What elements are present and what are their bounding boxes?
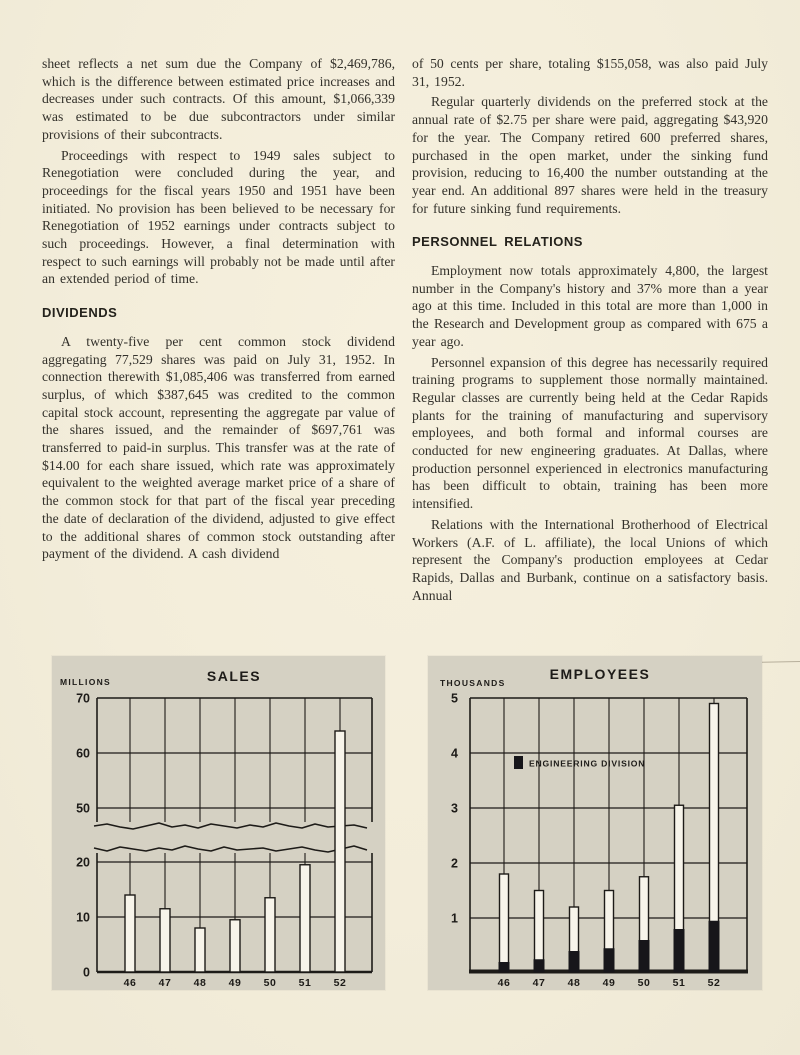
axis-break-line — [94, 823, 367, 829]
section-heading-personnel-relations: PERSONNEL RELATIONS — [412, 234, 583, 250]
bar-engineering — [639, 940, 650, 973]
x-tick-label: 49 — [228, 977, 242, 989]
x-tick-label: 48 — [193, 977, 207, 989]
bar-engineering — [604, 948, 615, 972]
bar-total — [500, 874, 509, 971]
paragraph: sheet reflects a net sum due the Company of $2,469,786, which is the difference between estimated price increases and decreases under such contracts. Of this amount, $1,066,339 was estimated to be due subcontractors under similar provisions of their subcontracts. — [42, 56, 395, 142]
bar — [160, 909, 170, 972]
x-tick-label: 52 — [333, 977, 347, 989]
x-tick-label: 47 — [158, 977, 172, 989]
x-tick-label: 50 — [263, 977, 277, 989]
bar-engineering — [499, 962, 510, 973]
bar-engineering — [709, 921, 720, 973]
x-tick-label: 52 — [707, 977, 721, 989]
y-tick-label: 20 — [76, 855, 90, 870]
x-tick-label: 47 — [532, 977, 546, 989]
bar — [195, 928, 205, 972]
chart-title: EMPLOYEES — [549, 666, 651, 682]
y-tick-label: 60 — [76, 746, 90, 761]
x-tick-label: 46 — [497, 977, 511, 989]
paragraph: Personnel expansion of this degree has necessarily required training programs to supplement those normally maintained. Regular classes are currently being held at the Cedar Rapids plants for the training of manufacturing and supervisory employees, and both formal and informal courses are conducted for new engineering graduates. At Dallas, where production personnel experienced in electronics manufacturing has been difficult to obtain, training has been more intensified. — [412, 354, 768, 512]
y-tick-label: 1 — [451, 911, 458, 926]
bar — [300, 865, 310, 972]
employees-chart-panel — [428, 656, 762, 990]
x-tick-label: 51 — [672, 977, 686, 989]
y-tick-label: 4 — [451, 746, 458, 761]
axis-unit-label: MILLIONS — [60, 677, 112, 687]
bar — [125, 895, 135, 972]
right-text-column — [412, 55, 768, 607]
legend-label: ENGINEERING DIVISION — [529, 758, 646, 769]
legend-swatch — [514, 756, 523, 769]
x-tick-label: 49 — [602, 977, 616, 989]
bar — [265, 898, 275, 972]
y-tick-label: 10 — [76, 910, 90, 925]
left-text-column — [42, 55, 395, 566]
bar-total — [535, 891, 544, 972]
y-tick-label: 3 — [451, 801, 458, 816]
chart-title: SALES — [206, 668, 262, 684]
y-tick-label: 2 — [451, 856, 458, 871]
x-tick-label: 51 — [298, 977, 312, 989]
x-tick-label: 46 — [123, 977, 137, 989]
y-tick-label: 0 — [83, 965, 90, 980]
section-heading-dividends: DIVIDENDS — [42, 305, 118, 321]
bar — [335, 731, 345, 972]
sales-chart-panel — [52, 656, 385, 990]
paragraph: A twenty-five per cent common stock dividend aggregating 77,529 shares was paid on July 31, 1952. In connection therewith $1,085,406 was transferred from earned surplus, of which $387,645 was credited to the common capital stock account, representing the aggregate par value of the shares issued, and the remainder of $697,761 was transferred to paid-in surplus. This transfer was at the rate of $14.00 for each share issued, which rate was approximately equivalent to the weighted average market price of a share of the common stock for that part of the fiscal year preceding the date of declaration of the dividend, adjusted to give effect to the additional shares of common stock outstanding after payment of the dividend. A cash dividend — [42, 333, 395, 562]
paragraph: Regular quarterly dividends on the preferred stock at the annual rate of $2.75 per share were paid, aggregating $43,920 for the year. The Company retired 600 preferred shares, purchased in the open market, under the sinking fund provision, reducing to 16,400 the number outstanding at the year end. An additional 897 shares were held in the treasury for future sinking fund requirements. — [412, 94, 768, 216]
axis-break-line — [94, 846, 367, 852]
employees-chart — [428, 656, 762, 990]
y-tick-label: 50 — [76, 801, 90, 816]
bar-engineering — [674, 929, 685, 973]
bar — [230, 920, 240, 972]
y-tick-label: 5 — [451, 691, 458, 706]
sales-chart — [52, 656, 385, 990]
paragraph: Employment now totals approximately 4,800, the largest number in the Company's history and 37% more than a year ago at this time. Included in this total are more than 1,000 in the Research and Development group as compared with 675 a year ago. — [412, 263, 768, 349]
y-tick-label: 70 — [76, 691, 90, 706]
bar-engineering — [569, 951, 580, 973]
axis-unit-label: THOUSANDS — [440, 678, 506, 688]
x-tick-label: 50 — [637, 977, 651, 989]
paragraph: Relations with the International Brotherhood of Electrical Workers (A.F. of L. affiliate), the local Unions of which represent the Company's production employees at Cedar Rapids, Dallas and Burbank, continue on a satisfactory basis. Annual — [412, 516, 768, 603]
paragraph: Proceedings with respect to 1949 sales subject to Renegotiation were concluded during the year, and proceedings for the fiscal years 1950 and 1951 have been initiated. No provision has been believed to be necessary for Renegotiation of 1952 earnings under contracts subject to such proceedings. However, a final determination with respect to such earnings will probably not be made until after an extended period of time. — [42, 147, 395, 287]
x-tick-label: 48 — [567, 977, 581, 989]
bar-engineering — [534, 959, 545, 972]
paragraph: of 50 cents per share, totaling $155,058, was also paid July 31, 1952. — [412, 56, 768, 89]
